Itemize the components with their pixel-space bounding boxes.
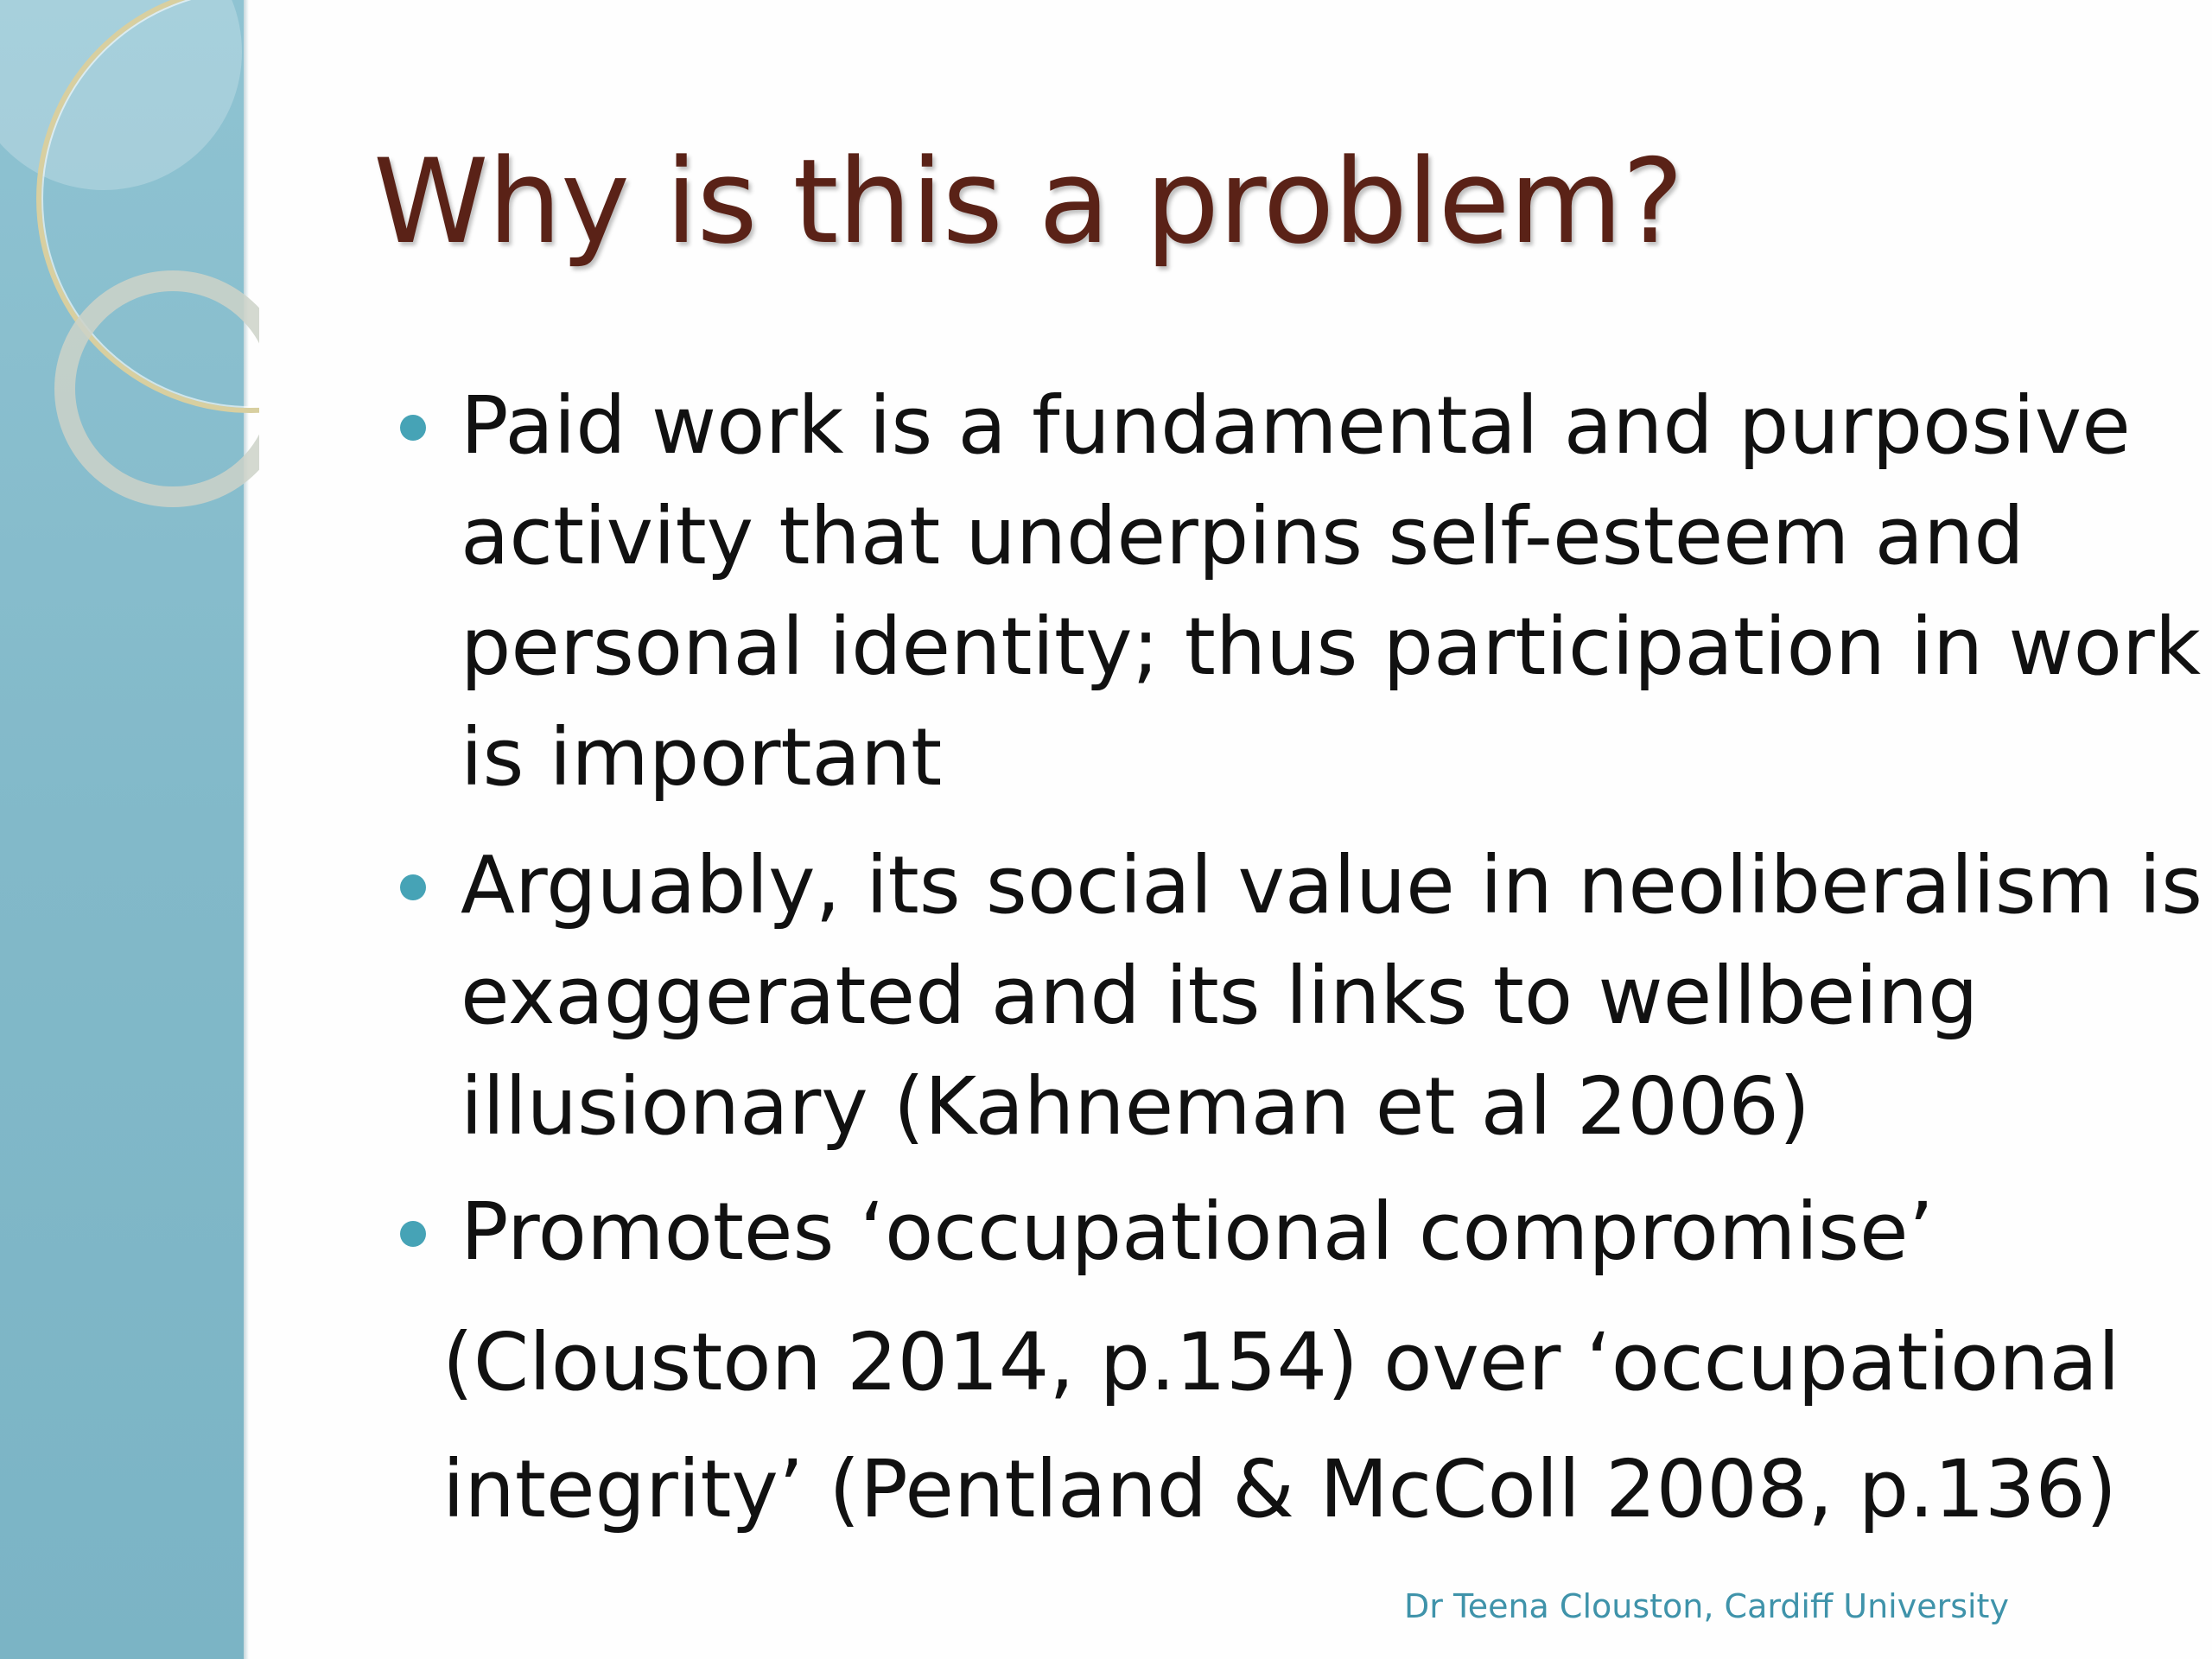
bullet-1-line-1: Paid work is a fundamental and purposive xyxy=(461,379,2131,472)
bullet-marker-icon xyxy=(400,1221,426,1247)
bullet-3-line-1: Promotes ‘occupational compromise’ xyxy=(461,1185,1934,1278)
footer-credit: Dr Teena Clouston, Cardiff University xyxy=(1404,1587,2009,1625)
bullet-1-line-3: personal identity; thus participation in work xyxy=(461,601,2202,693)
bullet-2-line-1: Arguably, its social value in neoliberalism is xyxy=(461,839,2203,931)
bullet-marker-icon xyxy=(400,874,426,900)
bullet-3-line-2: (Clouston 2014, p.154) over ‘occupational xyxy=(442,1316,2120,1408)
bullet-1-line-2: activity that underpins self-esteem and xyxy=(461,490,2024,582)
bullet-2-line-3: illusionary (Kahneman et al 2006) xyxy=(461,1060,1810,1153)
slide-title: Why is this a problem? xyxy=(373,134,1683,270)
bullet-1-line-4: is important xyxy=(461,711,943,804)
bullet-marker-icon xyxy=(400,415,426,441)
bullet-2-line-2: exaggerated and its links to wellbeing xyxy=(461,950,1979,1042)
bullet-3-line-3: integrity’ (Pentland & McColl 2008, p.136) xyxy=(442,1443,2117,1535)
